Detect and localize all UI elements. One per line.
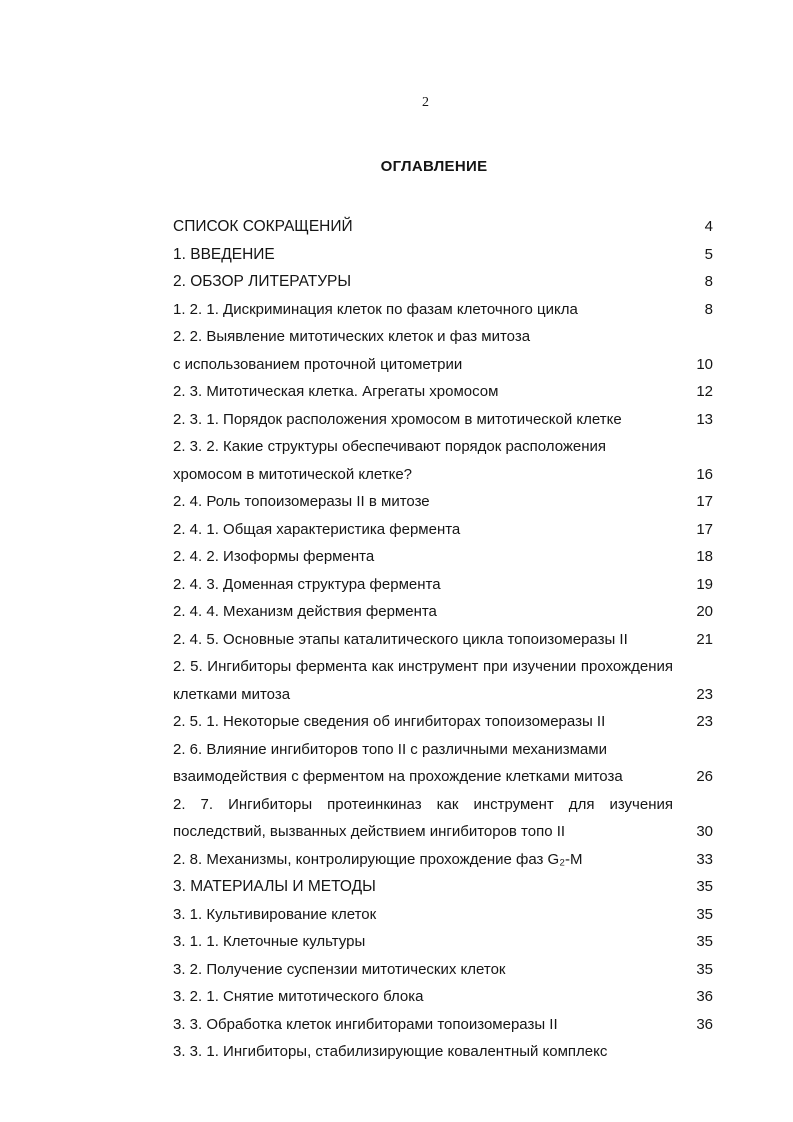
toc-entry-title: 3. 1. 1. Клеточные культуры [173, 933, 366, 950]
toc-entry-page: 26 [696, 768, 713, 785]
toc-entry [173, 433, 721, 461]
toc-entry [173, 1011, 721, 1039]
toc-entry-title: клетками митоза [173, 685, 291, 703]
toc-entry-title: взаимодействия с ферментом на прохождение клетками митоза [173, 768, 623, 785]
toc-entry-title: 2. 7. Ингибиторы протеинкиназ как инструмент для изучения [173, 795, 673, 813]
toc-entry [173, 323, 721, 351]
toc-entry [173, 213, 721, 241]
toc-entry-title: 2. 4. 2. Изоформы фермента [173, 548, 375, 565]
toc-entry-title: 2. 4. 3. Доменная структура фермента [173, 575, 441, 593]
toc-entry [173, 708, 721, 736]
toc-entry-title: 3. МАТЕРИАЛЫ И МЕТОДЫ [173, 878, 376, 895]
toc-entry-title: 2. 3. Митотическая клетка. Агрегаты хромосом [173, 383, 499, 400]
toc-entry [173, 928, 721, 956]
toc-entry [173, 406, 721, 434]
toc-entry [173, 956, 721, 984]
table-of-contents [173, 213, 721, 1066]
toc-entry-page: 23 [696, 685, 713, 703]
toc-entry-title: 2. 2. Выявление митотических клеток и фаз митоза [173, 328, 531, 345]
toc-entry [173, 653, 721, 681]
toc-entry-title: СПИСОК СОКРАЩЕНИЙ [173, 218, 353, 235]
toc-entry [173, 351, 721, 379]
toc-entry-title: 2. 3. 2. Какие структуры обеспечивают порядок расположения [173, 438, 607, 455]
toc-entry [173, 1038, 721, 1066]
toc-entry-title: 2. 6. Влияние ингибиторов топо II с различными механизмами [173, 740, 607, 758]
toc-entry [173, 901, 721, 929]
toc-entry-title: 2. 5. 1. Некоторые сведения об ингибиторах топоизомеразы II [173, 713, 606, 730]
toc-entry [173, 268, 721, 296]
toc-entry [173, 983, 721, 1011]
toc-entry-page: 17 [696, 520, 713, 538]
toc-entry-title: 2. 8. Механизмы, контролирующие прохождение фаз G₂-M [173, 850, 583, 868]
toc-entry [173, 461, 721, 489]
toc-entry [173, 543, 721, 571]
toc-entry-page: 36 [696, 988, 713, 1005]
toc-entry-title: 2. ОБЗОР ЛИТЕРАТУРЫ [173, 273, 352, 290]
toc-entry [173, 818, 721, 846]
toc-entry [173, 378, 721, 406]
toc-entry [173, 736, 721, 764]
toc-entry-title: 2. 5. Ингибиторы фермента как инструмент при изучении прохождения [173, 658, 673, 675]
toc-entry-page: 8 [704, 273, 713, 290]
toc-heading: ОГЛАВЛЕНИЕ [380, 158, 488, 175]
toc-entry [173, 763, 721, 791]
toc-entry-title: хромосом в митотической клетке? [173, 465, 413, 483]
toc-entry-page: 4 [704, 218, 713, 235]
toc-entry-title: 2. 4. 4. Механизм действия фермента [173, 603, 437, 620]
toc-entry [173, 571, 721, 599]
toc-entry [173, 846, 721, 874]
toc-entry-page: 10 [696, 355, 713, 373]
toc-entry-page: 30 [696, 823, 713, 840]
toc-entry-title: 3. 2. Получение суспензии митотических клеток [173, 960, 506, 978]
toc-entry-page: 21 [696, 630, 713, 648]
toc-entry-page: 35 [696, 905, 713, 923]
toc-entry-title: 1. 2. 1. Дискриминация клеток по фазам клеточного цикла [173, 300, 578, 318]
toc-entry [173, 241, 721, 269]
page-number: 2 [422, 95, 429, 110]
toc-entry-title: с использованием проточной цитометрии [173, 355, 463, 373]
toc-entry [173, 791, 721, 819]
toc-entry-page: 35 [696, 933, 713, 950]
toc-entry-title: 3. 2. 1. Снятие митотического блока [173, 988, 424, 1005]
toc-entry-page: 5 [704, 245, 713, 263]
toc-entry-page: 36 [696, 1015, 713, 1033]
toc-entry [173, 681, 721, 709]
toc-entry-title: 3. 3. Обработка клеток ингибиторами топоизомеразы II [173, 1015, 558, 1033]
toc-entry-title: 2. 3. 1. Порядок расположения хромосом в митотической клетке [173, 410, 622, 428]
toc-entry-title: 1. ВВЕДЕНИЕ [173, 245, 275, 263]
toc-entry-page: 20 [696, 603, 713, 620]
toc-entry-page: 8 [704, 300, 713, 318]
toc-entry [173, 488, 721, 516]
toc-entry-page: 35 [696, 960, 713, 978]
toc-entry-title: 2. 4. 1. Общая характеристика фермента [173, 520, 461, 538]
toc-entry-page: 13 [696, 410, 713, 428]
toc-entry [173, 516, 721, 544]
toc-entry-page: 35 [696, 878, 713, 895]
toc-entry [173, 598, 721, 626]
toc-entry [173, 296, 721, 324]
toc-entry-page: 16 [696, 465, 713, 483]
toc-entry-page: 17 [696, 493, 713, 510]
toc-entry [173, 873, 721, 901]
toc-entry-page: 19 [696, 575, 713, 593]
toc-entry-title: 3. 1. Культивирование клеток [173, 905, 377, 923]
toc-entry-title: 3. 3. 1. Ингибиторы, стабилизирующие ковалентный комплекс [173, 1043, 608, 1060]
toc-entry [173, 626, 721, 654]
toc-entry-title: последствий, вызванных действием ингибиторов топо II [173, 823, 566, 840]
toc-entry-page: 23 [696, 713, 713, 730]
toc-entry-page: 12 [696, 383, 713, 400]
toc-entry-title: 2. 4. 5. Основные этапы каталитического цикла топоизомеразы II [173, 630, 628, 648]
toc-entry-page: 33 [696, 850, 713, 868]
toc-entry-title: 2. 4. Роль топоизомеразы II в митозе [173, 493, 430, 510]
toc-entry-page: 18 [696, 548, 713, 565]
